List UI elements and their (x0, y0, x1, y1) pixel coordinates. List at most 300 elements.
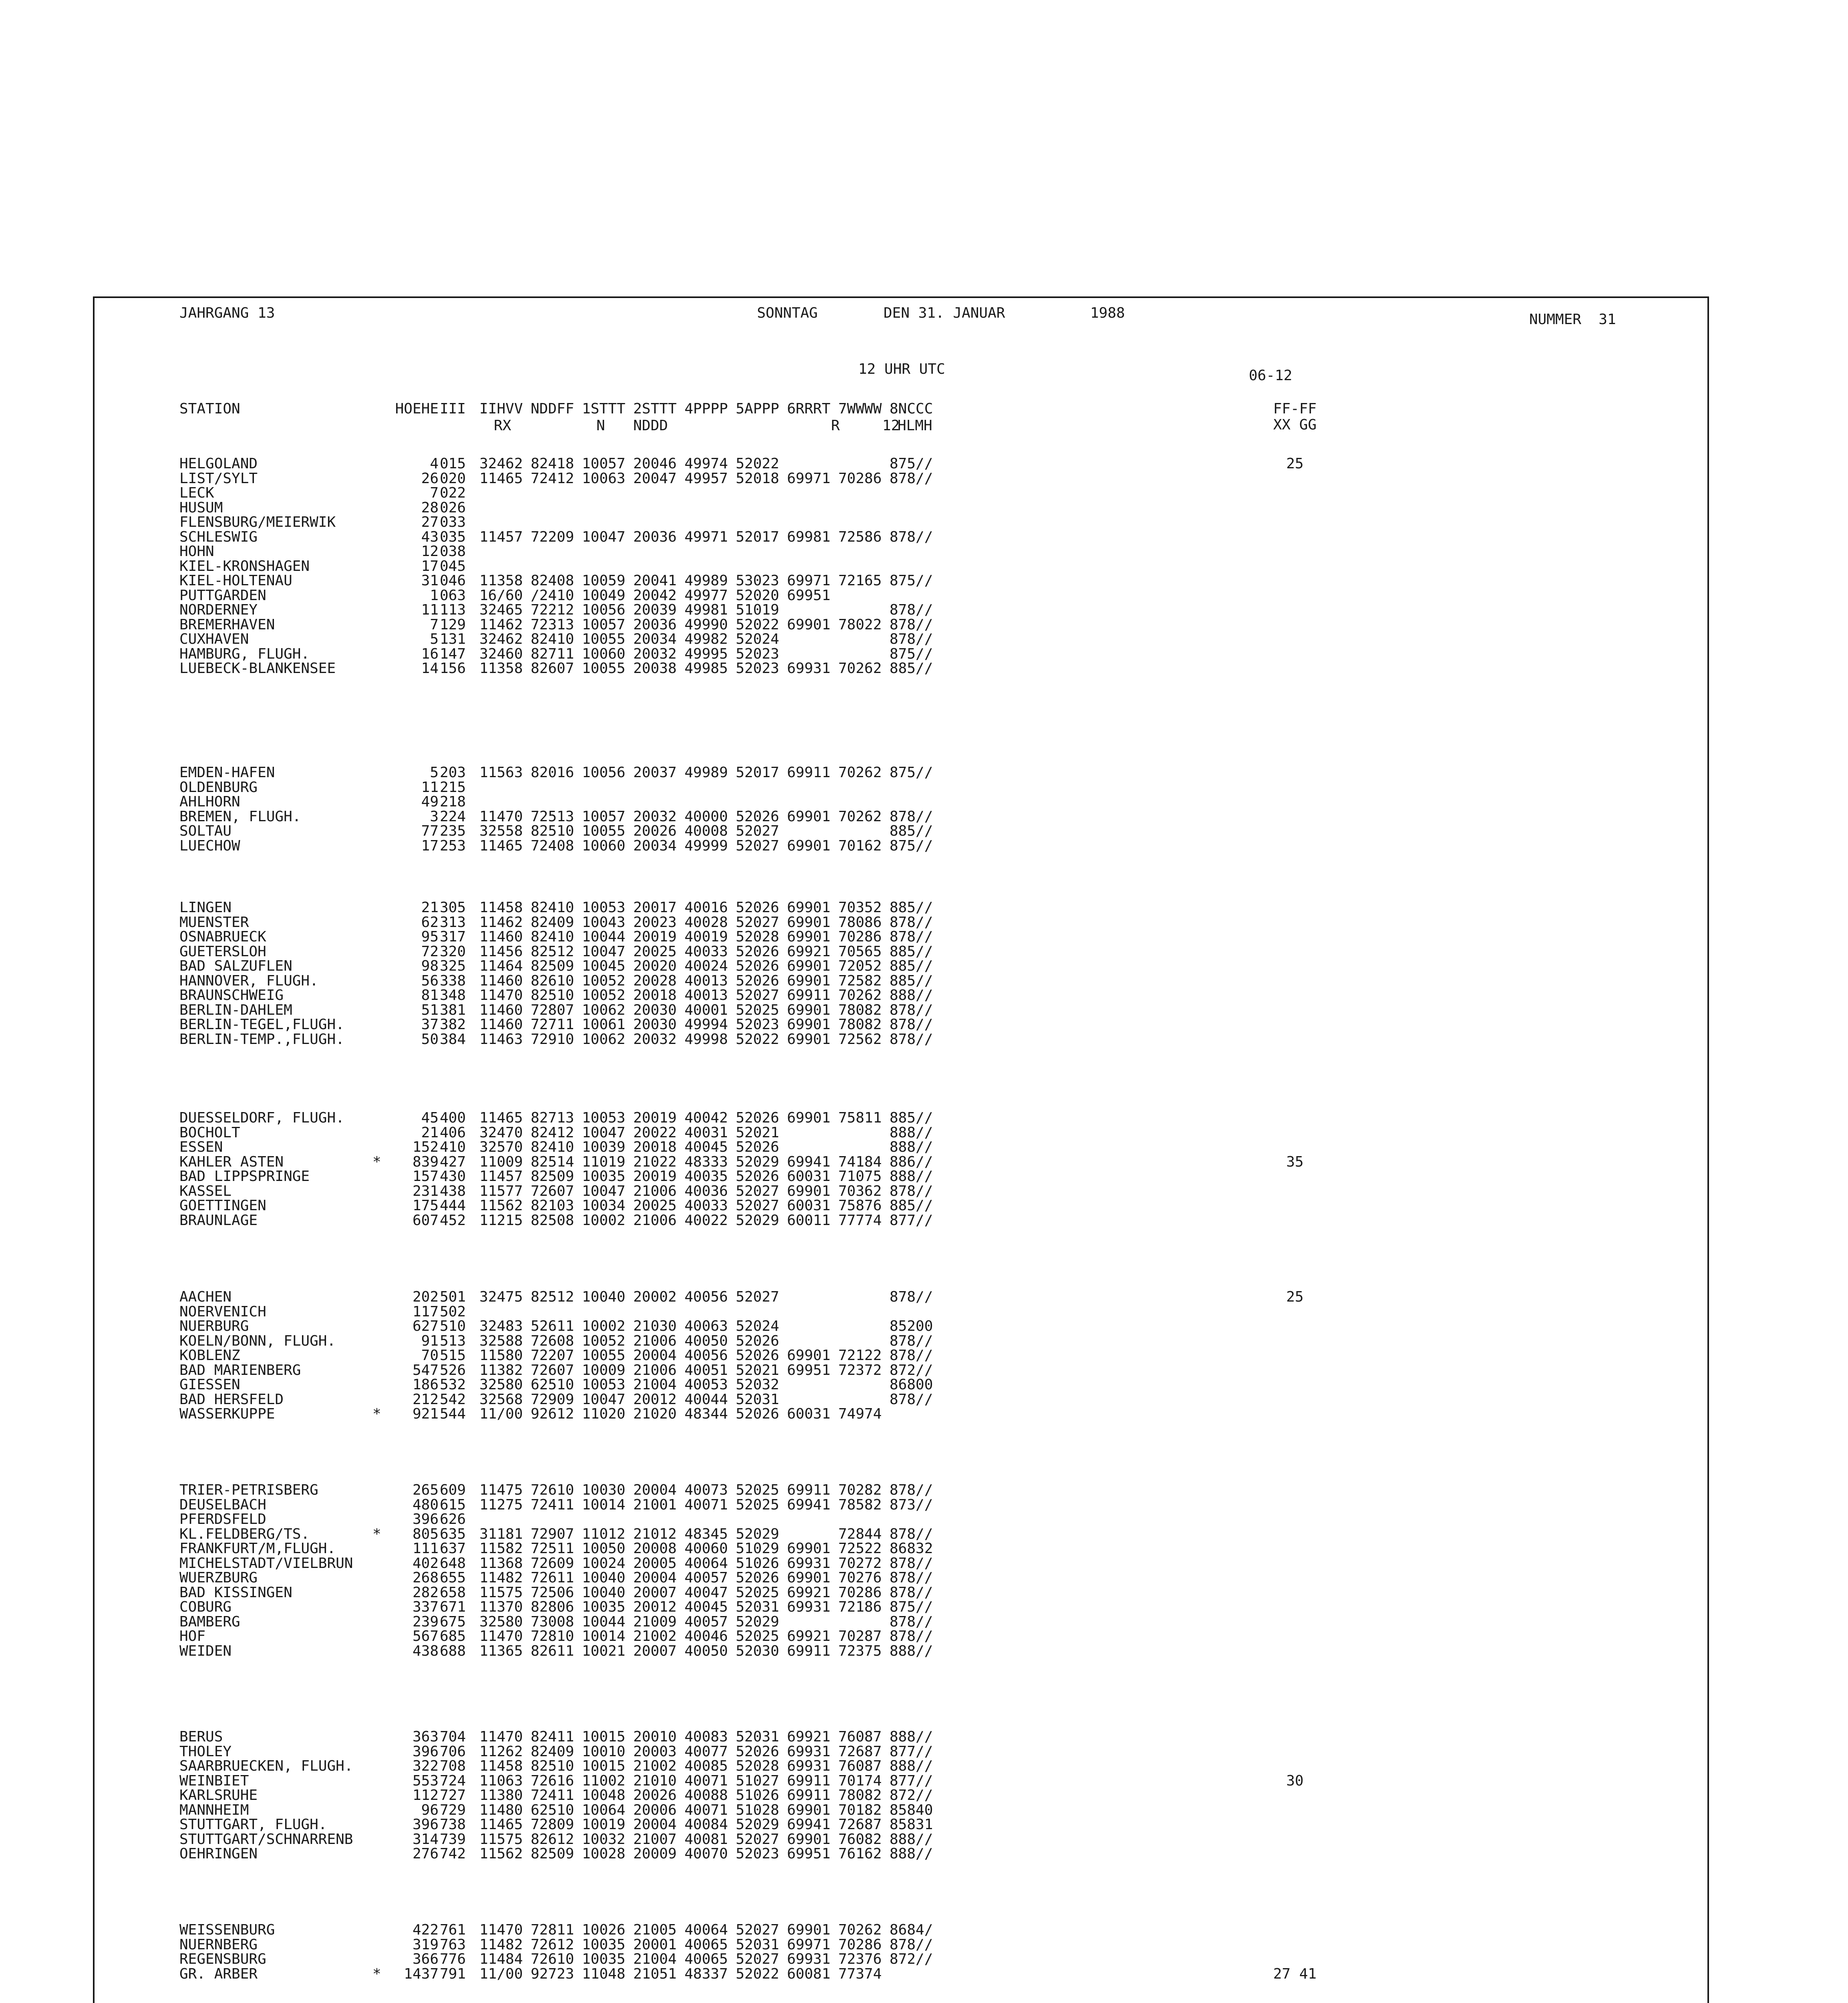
cell-iihvv: 11462 (479, 617, 523, 633)
cell-hoehe: 402 (412, 1555, 439, 1572)
cell-iii: 776 (439, 1951, 466, 1967)
cell-1sttt: 10026 (582, 1922, 626, 1938)
cell-iihvv: 11358 (479, 660, 523, 677)
cell-nddff: 72809 (531, 1816, 574, 1833)
cell-8nccc: 8684/ (890, 1922, 933, 1938)
cell-8nccc: 875// (890, 1599, 933, 1615)
cell-iihvv: 11275 (479, 1497, 523, 1513)
cell-6rrrt: 69931 (787, 1743, 831, 1760)
cell-6rrrt: 69941 (787, 1154, 831, 1170)
station-name: CUXHAVEN (179, 631, 249, 647)
cell-4pppp: 40045 (684, 1139, 728, 1155)
cell-hoehe: 98 (421, 958, 439, 974)
cell-4pppp: 40053 (684, 1376, 728, 1393)
cell-nddff: 72608 (531, 1333, 574, 1349)
cell-4pppp: 40050 (684, 1643, 728, 1659)
cell-iihvv: 11457 (479, 529, 523, 545)
cell-hoehe: 547 (412, 1362, 439, 1378)
cell-6rrrt: 69911 (787, 1787, 831, 1804)
cell-hoehe: 5 (430, 764, 439, 781)
cell-1sttt: 10057 (582, 455, 626, 472)
cell-4pppp: 40063 (684, 1318, 728, 1334)
station-name: BREMEN, FLUGH. (179, 808, 301, 825)
mountain-station-marker: * (372, 1406, 381, 1422)
cell-hoehe: 26 (421, 470, 439, 487)
station-name: BOCHOLT (179, 1124, 240, 1141)
station-name: HAMBURG, FLUGH. (179, 646, 310, 662)
cell-1sttt: 10014 (582, 1628, 626, 1644)
cell-nddff: 82510 (531, 987, 574, 1004)
column-5appp: 5APPP (736, 401, 779, 417)
cell-4pppp: 40035 (684, 1168, 728, 1185)
cell-7wwww: 70282 (838, 1482, 882, 1498)
cell-4pppp: 40056 (684, 1289, 728, 1305)
cell-1sttt: 10049 (582, 587, 626, 604)
cell-4pppp: 40042 (684, 1110, 728, 1126)
cell-8nccc: 878// (890, 1391, 933, 1408)
cell-7wwww: 74974 (838, 1406, 882, 1422)
cell-8nccc: 885// (890, 1110, 933, 1126)
cell-8nccc: 878// (890, 914, 933, 931)
cell-1sttt: 10040 (582, 1570, 626, 1586)
cell-5appp: 52020 (736, 587, 779, 604)
cell-nddff: 72909 (531, 1391, 574, 1408)
cell-7wwww: 77374 (838, 1966, 882, 1982)
cell-8nccc: 878// (890, 602, 933, 618)
cell-iii: 338 (439, 973, 466, 989)
cell-5appp: 52026 (736, 1110, 779, 1126)
cell-8nccc: 875// (890, 838, 933, 854)
cell-nddff: 72611 (531, 1570, 574, 1586)
cell-hoehe: 62 (421, 914, 439, 931)
cell-2sttt: 20006 (633, 1802, 677, 1818)
cell-5appp: 52026 (736, 1139, 779, 1155)
cell-nddff: 72412 (531, 470, 574, 487)
cell-5appp: 52031 (736, 1391, 779, 1408)
cell-5appp: 52026 (736, 1168, 779, 1185)
cell-iihvv: 11380 (479, 1787, 523, 1804)
cell-4pppp: 40064 (684, 1555, 728, 1572)
cell-iii: 129 (439, 617, 466, 633)
cell-7wwww: 78082 (838, 1002, 882, 1018)
cell-2sttt: 20037 (633, 764, 677, 781)
cell-nddff: 82612 (531, 1831, 574, 1848)
station-name: BERLIN-TEMP.,FLUGH. (179, 1031, 344, 1048)
cell-4pppp: 40022 (684, 1212, 728, 1229)
cell-iihvv: 11215 (479, 1212, 523, 1229)
cell-2sttt: 20047 (633, 470, 677, 487)
cell-iihvv: 11370 (479, 1599, 523, 1615)
cell-8nccc: 888// (890, 987, 933, 1004)
cell-5appp: 51019 (736, 602, 779, 618)
cell-2sttt: 20030 (633, 1016, 677, 1033)
cell-7wwww: 70286 (838, 1937, 882, 1953)
cell-6rrrt: 69981 (787, 529, 831, 545)
cell-5appp: 52031 (736, 1937, 779, 1953)
station-name: BAD LIPPSPRINGE (179, 1168, 310, 1185)
cell-hoehe: 11 (421, 602, 439, 618)
cell-8nccc: 885// (890, 823, 933, 839)
cell-hoehe: 70 (421, 1347, 439, 1364)
cell-5appp: 52022 (736, 617, 779, 633)
cell-2sttt: 20018 (633, 987, 677, 1004)
cell-nddff: /2410 (531, 587, 574, 604)
cell-hoehe: 363 (412, 1729, 439, 1745)
cell-iihvv: 32475 (479, 1289, 523, 1305)
cell-iii: 761 (439, 1922, 466, 1938)
cell-7wwww: 70362 (838, 1183, 882, 1199)
cell-iii: 675 (439, 1614, 466, 1630)
cell-6rrrt: 60031 (787, 1168, 831, 1185)
cell-iihvv: 11465 (479, 470, 523, 487)
cell-6rrrt: 69901 (787, 838, 831, 854)
cell-5appp: 52027 (736, 1197, 779, 1214)
cell-4pppp: 40047 (684, 1584, 728, 1601)
cell-1sttt: 11019 (582, 1154, 626, 1170)
cell-5appp: 52026 (736, 1347, 779, 1364)
cell-hoehe: 805 (412, 1526, 439, 1542)
cell-hoehe: 7 (430, 617, 439, 633)
subcolumn-2sttt: NDDD (633, 417, 668, 434)
cell-nddff: 52611 (531, 1318, 574, 1334)
cell-1sttt: 10021 (582, 1643, 626, 1659)
cell-hoehe: 11 (421, 779, 439, 796)
cell-6rrrt: 69901 (787, 617, 831, 633)
cell-iii: 738 (439, 1816, 466, 1833)
cell-4pppp: 49995 (684, 646, 728, 662)
cell-8nccc: 888// (890, 1831, 933, 1848)
column-1sttt: 1STTT (582, 401, 626, 417)
cell-7wwww: 72372 (838, 1362, 882, 1378)
cell-8nccc: 888// (890, 1758, 933, 1774)
cell-2sttt: 21051 (633, 1966, 677, 1982)
cell-6rrrt: 69901 (787, 1922, 831, 1938)
cell-4pppp: 40016 (684, 899, 728, 916)
cell-iihvv: 11484 (479, 1951, 523, 1967)
cell-4pppp: 40046 (684, 1628, 728, 1644)
cell-iii: 033 (439, 514, 466, 530)
cell-8nccc: 885// (890, 1197, 933, 1214)
cell-8nccc: 878// (890, 1002, 933, 1018)
cell-1sttt: 10055 (582, 660, 626, 677)
cell-4pppp: 40033 (684, 943, 728, 960)
cell-8nccc: 885// (890, 899, 933, 916)
cell-iihvv: 32558 (479, 823, 523, 839)
column-gust-1: FF-FF (1273, 401, 1317, 417)
cell-5appp: 52029 (736, 1526, 779, 1542)
cell-8nccc: 878// (890, 1570, 933, 1586)
cell-8nccc: 878// (890, 1183, 933, 1199)
cell-2sttt: 20034 (633, 631, 677, 647)
cell-8nccc: 878// (890, 1937, 933, 1953)
cell-7wwww: 72522 (838, 1540, 882, 1557)
station-name: MICHELSTADT/VIELBRUN (179, 1555, 353, 1572)
cell-iii: 501 (439, 1289, 466, 1305)
cell-2sttt: 21002 (633, 1628, 677, 1644)
cell-iii: 542 (439, 1391, 466, 1408)
cell-5appp: 52024 (736, 631, 779, 647)
cell-5appp: 53023 (736, 572, 779, 589)
cell-1sttt: 10062 (582, 1031, 626, 1048)
cell-2sttt: 21004 (633, 1376, 677, 1393)
cell-8nccc: 875// (890, 572, 933, 589)
cell-1sttt: 10009 (582, 1362, 626, 1378)
cell-1sttt: 10052 (582, 1333, 626, 1349)
cell-6rrrt: 69901 (787, 1031, 831, 1048)
cell-hoehe: 212 (412, 1391, 439, 1408)
cell-8nccc: 873// (890, 1497, 933, 1513)
cell-5appp: 52029 (736, 1614, 779, 1630)
cell-5appp: 51028 (736, 1802, 779, 1818)
cell-iihvv: 32580 (479, 1376, 523, 1393)
cell-iii: 724 (439, 1773, 466, 1789)
cell-hoehe: 553 (412, 1773, 439, 1789)
cell-hoehe: 282 (412, 1584, 439, 1601)
cell-hoehe: 28 (421, 500, 439, 516)
cell-4pppp: 48337 (684, 1966, 728, 1982)
cell-nddff: 72513 (531, 808, 574, 825)
cell-iihvv: 11482 (479, 1937, 523, 1953)
cell-iii: 452 (439, 1212, 466, 1229)
cell-iii: 313 (439, 914, 466, 931)
station-name: BERLIN-DAHLEM (179, 1002, 292, 1018)
cell-8nccc: 875// (890, 455, 933, 472)
cell-nddff: 72711 (531, 1016, 574, 1033)
cell-iihvv: 31181 (479, 1526, 523, 1542)
station-name: BAMBERG (179, 1614, 240, 1630)
cell-8nccc: 878// (890, 929, 933, 945)
mountain-station-marker: * (372, 1526, 381, 1542)
cell-hoehe: 319 (412, 1937, 439, 1953)
cell-iii: 063 (439, 587, 466, 604)
cell-8nccc: 888// (890, 1168, 933, 1185)
cell-4pppp: 49981 (684, 602, 728, 618)
column-6rrrt: 6RRRT (787, 401, 831, 417)
cell-hoehe: 5 (430, 631, 439, 647)
cell-6rrrt: 69901 (787, 1016, 831, 1033)
station-name: NOERVENICH (179, 1304, 266, 1320)
cell-1sttt: 10055 (582, 631, 626, 647)
cell-hoehe: 422 (412, 1922, 439, 1938)
station-name: TRIER-PETRISBERG (179, 1482, 318, 1498)
cell-5appp: 52022 (736, 1031, 779, 1048)
cell-6rrrt: 69901 (787, 1831, 831, 1848)
cell-hoehe: 567 (412, 1628, 439, 1644)
cell-4pppp: 40071 (684, 1497, 728, 1513)
cell-iihvv: 11482 (479, 1570, 523, 1586)
cell-1sttt: 10045 (582, 958, 626, 974)
cell-hoehe: 91 (421, 1333, 439, 1349)
cell-5appp: 52027 (736, 914, 779, 931)
cell-5appp: 52018 (736, 470, 779, 487)
cell-gust: 25 (1286, 455, 1304, 472)
cell-iihvv: 32470 (479, 1124, 523, 1141)
cell-nddff: 82016 (531, 764, 574, 781)
cell-6rrrt: 69951 (787, 1846, 831, 1862)
cell-8nccc: 885// (890, 943, 933, 960)
cell-4pppp: 40071 (684, 1802, 728, 1818)
cell-2sttt: 20023 (633, 914, 677, 931)
station-name: KOELN/BONN, FLUGH. (179, 1333, 336, 1349)
cell-1sttt: 10047 (582, 1391, 626, 1408)
cell-2sttt: 20009 (633, 1846, 677, 1862)
cell-iii: 708 (439, 1758, 466, 1774)
cell-7wwww: 72562 (838, 1031, 882, 1048)
station-name: PUTTGARDEN (179, 587, 266, 604)
column-gust-2: XX GG (1273, 417, 1317, 433)
cell-nddff: 72411 (531, 1497, 574, 1513)
cell-2sttt: 20042 (633, 587, 677, 604)
cell-iihvv: 32462 (479, 631, 523, 647)
cell-hoehe: 49 (421, 794, 439, 810)
cell-8nccc: 878// (890, 470, 933, 487)
cell-hoehe: 37 (421, 1016, 439, 1033)
cell-nddff: 72212 (531, 602, 574, 618)
cell-iii: 224 (439, 808, 466, 825)
cell-nddff: 82514 (531, 1154, 574, 1170)
cell-8nccc: 878// (890, 1482, 933, 1498)
cell-6rrrt: 69901 (787, 1540, 831, 1557)
station-name: GOETTINGEN (179, 1197, 266, 1214)
cell-nddff: 92723 (531, 1966, 574, 1982)
cell-8nccc: 877// (890, 1212, 933, 1229)
cell-hoehe: 239 (412, 1614, 439, 1630)
cell-hoehe: 31 (421, 572, 439, 589)
cell-4pppp: 40065 (684, 1951, 728, 1967)
cell-iii: 515 (439, 1347, 466, 1364)
cell-iii: 510 (439, 1318, 466, 1334)
station-name: LUECHOW (179, 838, 240, 854)
cell-iii: 384 (439, 1031, 466, 1048)
cell-6rrrt: 69971 (787, 1937, 831, 1953)
cell-4pppp: 40008 (684, 823, 728, 839)
cell-iihvv: 11475 (479, 1482, 523, 1498)
station-name: STUTTGART, FLUGH. (179, 1816, 327, 1833)
cell-4pppp: 49974 (684, 455, 728, 472)
cell-2sttt: 21001 (633, 1497, 677, 1513)
station-name: BAD SALZUFLEN (179, 958, 292, 974)
cell-5appp: 51027 (736, 1773, 779, 1789)
cell-iii: 532 (439, 1376, 466, 1393)
cell-1sttt: 10034 (582, 1197, 626, 1214)
cell-5appp: 52026 (736, 958, 779, 974)
cell-6rrrt: 60011 (787, 1212, 831, 1229)
cell-5appp: 52029 (736, 1154, 779, 1170)
cell-6rrrt: 69911 (787, 764, 831, 781)
cell-7wwww: 75811 (838, 1110, 882, 1126)
cell-iihvv: 11365 (479, 1643, 523, 1659)
station-name: WEIDEN (179, 1643, 232, 1659)
cell-iii: 655 (439, 1570, 466, 1586)
cell-iii: 502 (439, 1304, 466, 1320)
cell-iii: 203 (439, 764, 466, 781)
cell-iii: 215 (439, 779, 466, 796)
cell-6rrrt: 69901 (787, 808, 831, 825)
cell-nddff: 82418 (531, 455, 574, 472)
cell-4pppp: 48344 (684, 1406, 728, 1422)
cell-6rrrt: 69921 (787, 943, 831, 960)
cell-nddff: 72607 (531, 1183, 574, 1199)
cell-8nccc: 885// (890, 660, 933, 677)
cell-7wwww: 70272 (838, 1555, 882, 1572)
cell-2sttt: 20007 (633, 1643, 677, 1659)
cell-hoehe: 56 (421, 973, 439, 989)
cell-2sttt: 20004 (633, 1816, 677, 1833)
cell-1sttt: 10052 (582, 973, 626, 989)
cell-8nccc: 878// (890, 1347, 933, 1364)
cell-4pppp: 40045 (684, 1599, 728, 1615)
cell-2sttt: 20020 (633, 958, 677, 974)
cell-8nccc: 875// (890, 646, 933, 662)
station-name: BRAUNLAGE (179, 1212, 258, 1229)
cell-5appp: 52025 (736, 1628, 779, 1644)
cell-iii: 635 (439, 1526, 466, 1542)
cell-8nccc: 878// (890, 1555, 933, 1572)
cell-8nccc: 878// (890, 1526, 933, 1542)
cell-4pppp: 40050 (684, 1333, 728, 1349)
cell-iii: 156 (439, 660, 466, 677)
cell-1sttt: 10061 (582, 1016, 626, 1033)
cell-4pppp: 49998 (684, 1031, 728, 1048)
cell-iihvv: 32460 (479, 646, 523, 662)
cell-hoehe: 96 (421, 1802, 439, 1818)
cell-5appp: 52023 (736, 646, 779, 662)
cell-4pppp: 40033 (684, 1197, 728, 1214)
cell-5appp: 51026 (736, 1555, 779, 1572)
station-name: OLDENBURG (179, 779, 258, 796)
cell-2sttt: 20018 (633, 1139, 677, 1155)
cell-4pppp: 40071 (684, 1773, 728, 1789)
cell-6rrrt: 69911 (787, 1643, 831, 1659)
cell-iihvv: 11577 (479, 1183, 523, 1199)
cell-1sttt: 10035 (582, 1937, 626, 1953)
cell-iihvv: 11457 (479, 1168, 523, 1185)
cell-5appp: 52028 (736, 1758, 779, 1774)
cell-1sttt: 10063 (582, 470, 626, 487)
station-name: GUETERSLOH (179, 943, 266, 960)
cell-iihvv: 11382 (479, 1362, 523, 1378)
cell-2sttt: 20004 (633, 1347, 677, 1364)
cell-hoehe: 438 (412, 1643, 439, 1659)
station-name: COBURG (179, 1599, 232, 1615)
cell-4pppp: 49999 (684, 838, 728, 854)
station-name: BAD MARIENBERG (179, 1362, 301, 1378)
cell-hoehe: 607 (412, 1212, 439, 1229)
cell-1sttt: 10060 (582, 646, 626, 662)
cell-iihvv: 32570 (479, 1139, 523, 1155)
cell-2sttt: 20001 (633, 1937, 677, 1953)
cell-5appp: 52027 (736, 823, 779, 839)
station-name: BERLIN-TEGEL,FLUGH. (179, 1016, 344, 1033)
cell-5appp: 52031 (736, 1599, 779, 1615)
station-name: WUERZBURG (179, 1570, 258, 1586)
cell-7wwww: 76087 (838, 1729, 882, 1745)
station-name: BAD KISSINGEN (179, 1584, 292, 1601)
cell-iii: 626 (439, 1511, 466, 1527)
cell-iihvv: 11460 (479, 1016, 523, 1033)
cell-nddff: 82410 (531, 631, 574, 647)
cell-iihvv: 11580 (479, 1347, 523, 1364)
cell-4pppp: 40028 (684, 914, 728, 931)
cell-iihvv: 11470 (479, 1729, 523, 1745)
cell-4pppp: 40060 (684, 1540, 728, 1557)
cell-5appp: 52026 (736, 943, 779, 960)
cell-7wwww: 70276 (838, 1570, 882, 1586)
cell-2sttt: 20019 (633, 929, 677, 945)
cell-iii: 544 (439, 1406, 466, 1422)
cell-hoehe: 51 (421, 1002, 439, 1018)
cell-5appp: 52021 (736, 1362, 779, 1378)
